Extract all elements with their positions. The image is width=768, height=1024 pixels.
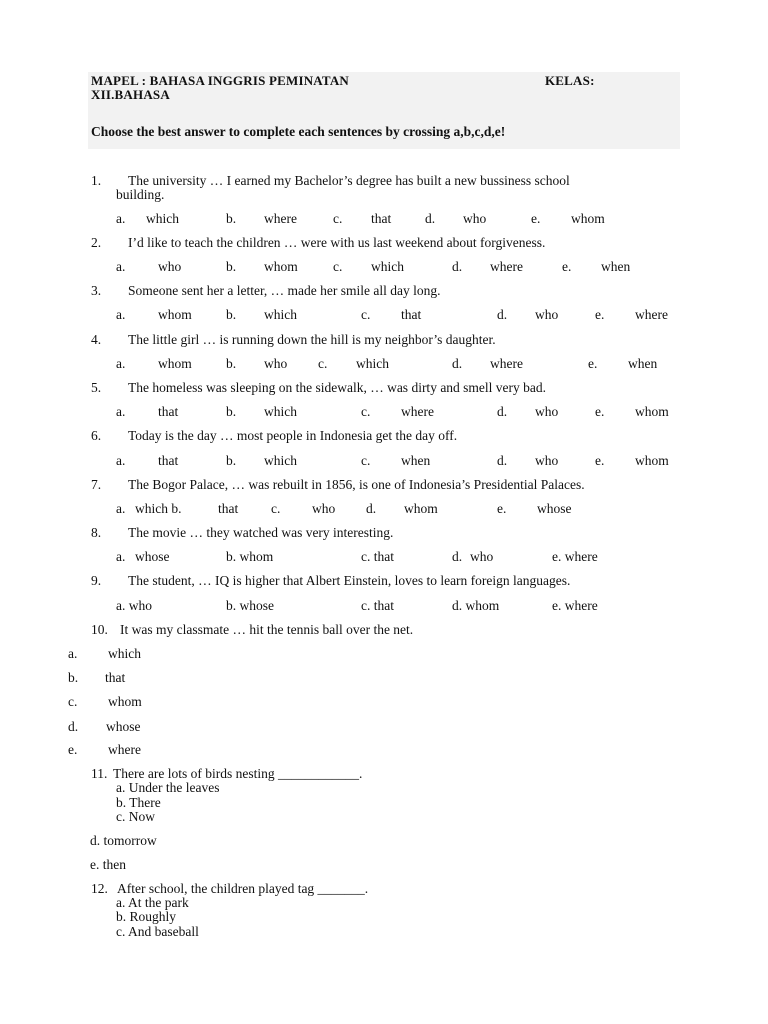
option-text[interactable]: e. then (90, 857, 126, 872)
option-text[interactable]: where (635, 307, 668, 322)
option-text[interactable]: who (535, 307, 559, 322)
question-number: 12. (91, 881, 108, 896)
option-text[interactable]: whom (158, 307, 192, 322)
option-letter[interactable]: e. (588, 356, 598, 371)
question-number: 11. (91, 766, 108, 781)
option-text[interactable]: b. Roughly (116, 909, 177, 924)
question-number: 10. (91, 622, 108, 637)
question-number: 9. (91, 573, 102, 588)
option-text[interactable]: whom (158, 356, 192, 371)
option-letter[interactable]: c. (361, 453, 371, 468)
option-text[interactable]: c. that (361, 549, 394, 564)
question-text: The Bogor Palace, … was rebuilt in 1856, is one of Indonesia’s Presidential Palaces. (128, 477, 585, 492)
option-letter[interactable]: d. (68, 719, 79, 734)
option-text[interactable]: whom (635, 404, 669, 419)
option-text[interactable]: a. At the park (116, 895, 189, 910)
option-text[interactable]: where (108, 742, 141, 757)
option-text[interactable]: that (158, 453, 179, 468)
option-letter[interactable]: e. (562, 259, 572, 274)
option-letter[interactable]: a. (116, 259, 126, 274)
option-letter[interactable]: e. (595, 404, 605, 419)
subject-title: MAPEL : BAHASA INGGRIS PEMINATAN (91, 73, 349, 88)
option-text[interactable]: whom (571, 211, 605, 226)
option-letter[interactable]: a. (116, 549, 126, 564)
question-number: 8. (91, 525, 102, 540)
option-letter[interactable]: a. (116, 404, 126, 419)
option-letter[interactable]: d. (366, 501, 377, 516)
option-letter[interactable]: d. (452, 356, 463, 371)
option-text[interactable]: who (535, 404, 559, 419)
option-text[interactable]: a. who (116, 598, 152, 613)
option-letter[interactable]: c. (361, 307, 371, 322)
question-number: 7. (91, 477, 102, 492)
option-letter[interactable]: a. (116, 453, 126, 468)
option-text[interactable]: who (470, 549, 494, 564)
option-text[interactable]: c. And baseball (116, 924, 199, 939)
option-letter[interactable]: a. (116, 501, 126, 516)
option-text[interactable]: which (356, 356, 389, 371)
question-text: The student, … IQ is higher that Albert Einstein, loves to learn foreign languages. (128, 573, 571, 588)
option-text[interactable]: where (490, 259, 523, 274)
option-letter[interactable]: c. (271, 501, 281, 516)
option-text[interactable]: who (312, 501, 336, 516)
option-text[interactable]: a. Under the leaves (116, 780, 220, 795)
option-text[interactable]: where (490, 356, 523, 371)
question-text-continued: building. (116, 187, 165, 202)
option-letter[interactable]: b. (226, 404, 237, 419)
question-number: 5. (91, 380, 102, 395)
option-text[interactable]: which (264, 453, 297, 468)
option-text[interactable]: when (401, 453, 431, 468)
option-letter[interactable]: b. (68, 670, 79, 685)
question-text: The university … I earned my Bachelor’s degree has built a new bussiness school (128, 173, 570, 188)
option-text[interactable]: when (601, 259, 631, 274)
option-letter[interactable]: c. (361, 404, 371, 419)
question-number: 6. (91, 428, 102, 443)
question-text: The movie … they watched was very interesting. (128, 525, 394, 540)
option-text[interactable]: d. whom (452, 598, 500, 613)
option-text[interactable]: which (264, 307, 297, 322)
option-text[interactable]: whom (108, 694, 142, 709)
question-text: The homeless was sleeping on the sidewalk, … was dirty and smell very bad. (128, 380, 547, 395)
option-text[interactable]: c. that (361, 598, 394, 613)
option-text[interactable]: that (401, 307, 422, 322)
option-text[interactable]: e. where (552, 598, 598, 613)
option-letter[interactable]: e. (497, 501, 507, 516)
option-text[interactable]: where (264, 211, 297, 226)
option-letter[interactable]: a. (116, 211, 126, 226)
option-text[interactable]: c. Now (116, 809, 155, 824)
question-text: Someone sent her a letter, … made her smile all day long. (128, 283, 441, 298)
option-text[interactable]: who (264, 356, 288, 371)
option-letter[interactable]: a. (68, 646, 78, 661)
option-text[interactable]: which (264, 404, 297, 419)
option-text[interactable]: e. where (552, 549, 598, 564)
option-text[interactable]: which (108, 646, 141, 661)
option-text[interactable]: that (105, 670, 126, 685)
option-letter[interactable]: c. (333, 211, 343, 226)
kelas-value: XII.BAHASA (91, 87, 170, 102)
option-text[interactable]: that (371, 211, 392, 226)
option-text[interactable]: which (146, 211, 179, 226)
option-text[interactable]: whose (106, 719, 141, 734)
question-text: Today is the day … most people in Indonesia get the day off. (128, 428, 458, 443)
option-letter[interactable]: c. (333, 259, 343, 274)
option-text[interactable]: d. tomorrow (90, 833, 157, 848)
option-text[interactable]: where (401, 404, 434, 419)
question-text: The little girl … is running down the hill is my neighbor’s daughter. (128, 332, 496, 347)
question-text: After school, the children played tag _______. (117, 881, 369, 896)
question-text: I’d like to teach the children … were with us last weekend about forgiveness. (128, 235, 546, 250)
option-letter[interactable]: d. (452, 549, 463, 564)
question-number: 2. (91, 235, 102, 250)
option-text[interactable]: whose (537, 501, 572, 516)
option-text[interactable]: who (158, 259, 182, 274)
option-text[interactable]: b. whom (226, 549, 274, 564)
option-letter[interactable]: d. (497, 307, 508, 322)
option-letter[interactable]: d. (497, 404, 508, 419)
question-number: 1. (91, 173, 102, 188)
option-text[interactable]: that (218, 501, 239, 516)
option-letter[interactable]: b. (226, 259, 237, 274)
option-letter[interactable]: e. (595, 453, 605, 468)
option-letter[interactable]: d. (452, 259, 463, 274)
option-letter[interactable]: c. (68, 694, 78, 709)
question-number: 3. (91, 283, 102, 298)
option-letter[interactable]: b. (226, 453, 237, 468)
option-text[interactable]: b. whose (226, 598, 274, 613)
kelas-label: KELAS: (545, 73, 595, 88)
option-text[interactable]: b. There (116, 795, 161, 810)
option-letter[interactable]: d. (425, 211, 436, 226)
option-text[interactable]: who (463, 211, 487, 226)
option-letter[interactable]: b. (226, 307, 237, 322)
option-text[interactable]: when (628, 356, 658, 371)
option-letter[interactable]: a. (116, 356, 126, 371)
option-text[interactable]: whom (635, 453, 669, 468)
instruction: Choose the best answer to complete each sentences by crossing a,b,c,d,e! (91, 124, 506, 139)
option-letter[interactable]: c. (318, 356, 328, 371)
option-letter[interactable]: b. (226, 211, 237, 226)
option-text[interactable]: who (535, 453, 559, 468)
question-text: It was my classmate … hit the tennis ball over the net. (120, 622, 414, 637)
option-text[interactable]: whom (264, 259, 298, 274)
option-text[interactable]: whose (135, 549, 170, 564)
option-letter[interactable]: a. (116, 307, 126, 322)
option-letter[interactable]: e. (68, 742, 78, 757)
option-letter[interactable]: d. (497, 453, 508, 468)
option-text[interactable]: which b. (135, 501, 182, 516)
question-text: There are lots of birds nesting ____________. (113, 766, 363, 781)
option-letter[interactable]: b. (226, 356, 237, 371)
question-number: 4. (91, 332, 102, 347)
option-text[interactable]: whom (404, 501, 438, 516)
option-letter[interactable]: e. (595, 307, 605, 322)
option-text[interactable]: that (158, 404, 179, 419)
option-text[interactable]: which (371, 259, 404, 274)
option-letter[interactable]: e. (531, 211, 541, 226)
